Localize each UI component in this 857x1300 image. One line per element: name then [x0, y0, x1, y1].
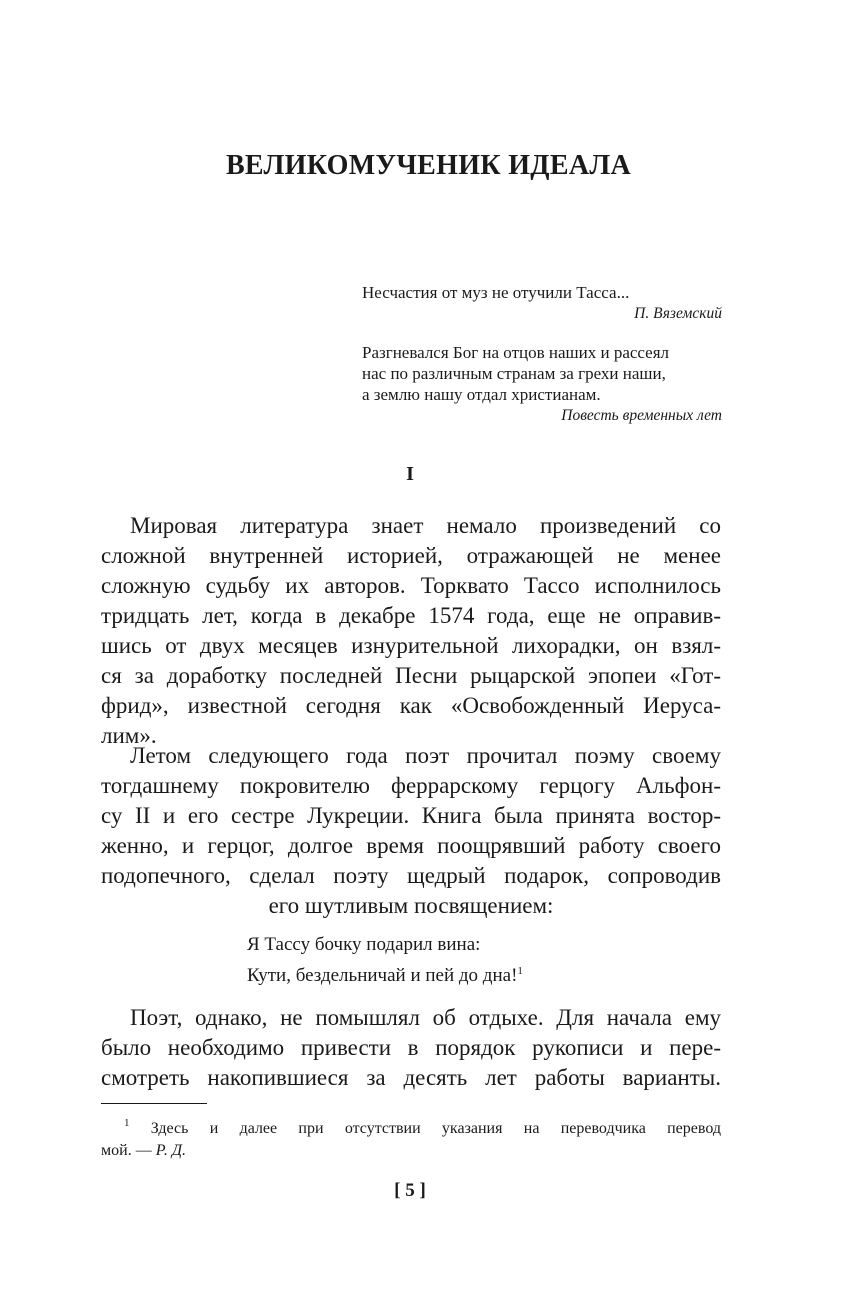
footnote-divider [101, 1103, 207, 1104]
text-line: подопечного, сделал поэту щедрый подарок, сопроводив [101, 863, 721, 888]
epigraph-attribution: Повесть временных лет [561, 407, 722, 424]
text-line: смотреть накопившиеся за десять лет работы варианты. [101, 1065, 721, 1090]
footnote-reference: 1 [517, 965, 523, 977]
text-line: лим». [101, 723, 157, 748]
text-line: Летом следующего года поэт прочитал поэму своему [130, 743, 721, 768]
verse-line [247, 958, 523, 989]
paragraph-2 [101, 741, 721, 921]
epigraph-line: Разгневался Бог на отцов наших и рассеял [362, 343, 670, 362]
footnote-author: Р. Д. [155, 1142, 187, 1159]
text-line: су II и его сестре Лукреции. Книга была принята востор- [101, 803, 721, 828]
epigraph-line: нас по различным странам за грехи наши, [362, 364, 666, 383]
footnote-text: мой. — [101, 1142, 156, 1159]
text-line: было необходимо привести в порядок рукописи и пере- [101, 1035, 721, 1060]
text-line: его шутливым посвящением: [268, 893, 554, 918]
verse-text: Кути, бездельничай и пей до дна! [247, 965, 518, 986]
text-line: сложной внутренней историей, отражающей не менее [101, 543, 721, 568]
epigraph-attribution: П. Вяземский [634, 305, 722, 322]
footnote-text: Здесь и далее при отсутствии указания на переводчика перевод [150, 1120, 721, 1137]
chapter-title: ВЕЛИКОМУЧЕНИК ИДЕАЛА [225, 150, 632, 181]
page-number: [ 5 ] [394, 1180, 426, 1201]
paragraph-1 [101, 511, 721, 751]
epigraph-line: Несчастия от муз не отучили Тасса... [362, 283, 630, 302]
epigraph-2 [362, 342, 722, 426]
text-line: сложную судьбу их авторов. Торквато Тассо исполнилось [101, 573, 721, 598]
text-line: шись от двух месяцев изнурительной лихорадки, он взял- [101, 633, 721, 658]
text-line: тогдашнему покровителю феррарскому герцогу Альфон- [101, 773, 721, 798]
text-line: Мировая литература знает немало произведений со [130, 513, 721, 538]
text-line: Поэт, однако, не помышлял об отдыхе. Для начала ему [130, 1005, 721, 1030]
text-line: тридцать лет, когда в декабре 1574 года, еще не оправив- [101, 603, 721, 628]
verse [247, 931, 523, 989]
footnote [101, 1112, 721, 1162]
text-line: ся за доработку последней Песни рыцарской эпопеи «Гот- [101, 663, 721, 688]
footnote-marker: 1 [124, 1117, 130, 1129]
footnote-line [101, 1112, 721, 1140]
text-line: фрид», известной сегодня как «Освобожденный Иеруса- [101, 693, 721, 718]
verse-line: Я Тассу бочку подарил вина: [247, 934, 481, 955]
epigraph-1 [362, 282, 722, 324]
text-line: женно, и герцог, долгое время поощрявший работу своего [101, 833, 721, 858]
section-number: I [406, 463, 414, 485]
epigraph-line: а землю нашу отдал христианам. [362, 385, 601, 404]
paragraph-3 [101, 1003, 721, 1093]
footnote-line [101, 1140, 721, 1162]
